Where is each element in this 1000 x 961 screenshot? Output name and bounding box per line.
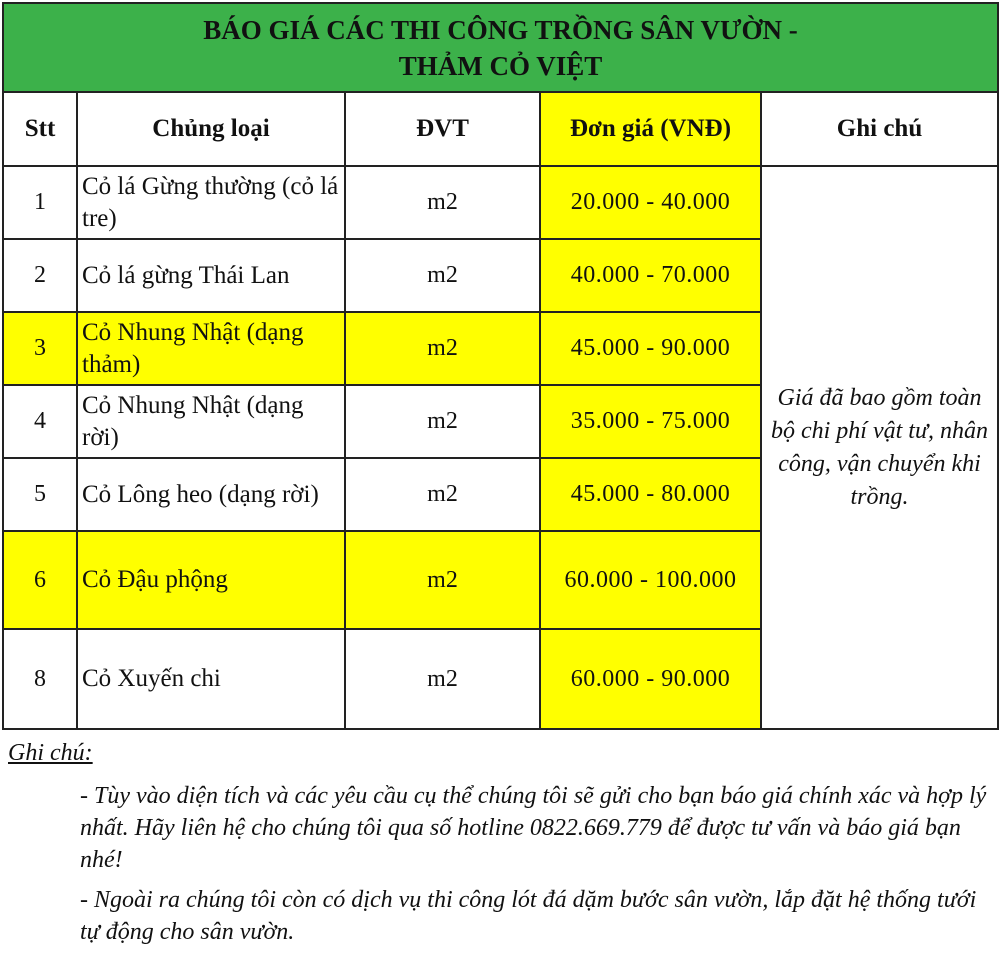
price-table — [2, 2, 999, 730]
row-kind: Cỏ Nhung Nhật (dạng thảm) — [77, 312, 345, 385]
row-stt: 1 — [3, 166, 77, 239]
header-kind: Chủng loại — [77, 92, 345, 166]
header-stt: Stt — [3, 92, 77, 166]
row-kind: Cỏ lá gừng Thái Lan — [77, 239, 345, 312]
row-unit: m2 — [345, 312, 540, 385]
row-unit: m2 — [345, 531, 540, 629]
row-stt: 8 — [3, 629, 77, 729]
row-kind: Cỏ Nhung Nhật (dạng rời) — [77, 385, 345, 458]
row-unit: m2 — [345, 166, 540, 239]
row-price: 20.000 - 40.000 — [540, 166, 761, 239]
note-item: - Tùy vào diện tích và các yêu cầu cụ thể chúng tôi sẽ gửi cho bạn báo giá chính xác và hợp lý nhất. Hãy liên hệ cho chúng tôi qua số hotline 0822.669.779 để được tư vấn và báo giá bạn nhé! — [80, 783, 987, 873]
row-unit: m2 — [345, 239, 540, 312]
header-note: Ghi chú — [761, 92, 998, 166]
row-kind: Cỏ Xuyến chi — [77, 629, 345, 729]
row-price: 35.000 - 75.000 — [540, 385, 761, 458]
row-stt: 5 — [3, 458, 77, 531]
row-unit: m2 — [345, 385, 540, 458]
header-price: Đơn giá (VNĐ) — [540, 92, 761, 166]
title-row — [3, 3, 998, 92]
row-stt: 4 — [3, 385, 77, 458]
note-item: - Ngoài ra chúng tôi còn có dịch vụ thi công lót đá dặm bước sân vườn, lắp đặt hệ thống tưới tự động cho sân vườn. — [80, 887, 977, 945]
row-price: 45.000 - 80.000 — [540, 458, 761, 531]
header-unit: ĐVT — [345, 92, 540, 166]
title-line-1: BÁO GIÁ CÁC THI CÔNG TRỒNG SÂN VƯỜN - — [203, 14, 798, 45]
row-kind: Cỏ lá Gừng thường (cỏ lá tre) — [77, 166, 345, 239]
row-kind: Cỏ Lông heo (dạng rời) — [77, 458, 345, 531]
row-stt: 2 — [3, 239, 77, 312]
table-row — [3, 166, 998, 239]
row-kind: Cỏ Đậu phộng — [77, 531, 345, 629]
row-price: 45.000 - 90.000 — [540, 312, 761, 385]
notes-title: Ghi chú: — [8, 740, 93, 766]
row-unit: m2 — [345, 629, 540, 729]
row-price: 60.000 - 100.000 — [540, 531, 761, 629]
row-stt: 6 — [3, 531, 77, 629]
row-price: 40.000 - 70.000 — [540, 239, 761, 312]
price-note: Giá đã bao gồm toàn bộ chi phí vật tư, nhân công, vận chuyển khi trồng. — [761, 166, 998, 729]
notes-section — [8, 738, 993, 948]
row-unit: m2 — [345, 458, 540, 531]
header-row — [3, 92, 998, 166]
title-line-2: THẢM CỎ VIỆT — [398, 50, 603, 81]
table-title — [3, 3, 998, 92]
row-price: 60.000 - 90.000 — [540, 629, 761, 729]
row-stt: 3 — [3, 312, 77, 385]
